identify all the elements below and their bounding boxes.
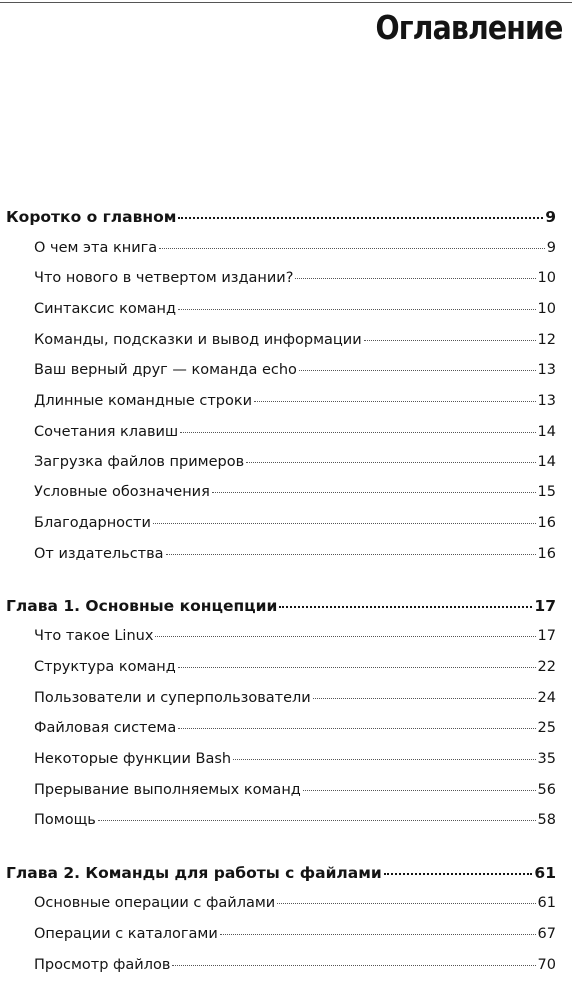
toc-page-number: 67 — [537, 926, 556, 942]
toc-dot-leader — [166, 554, 536, 555]
toc-page-number: 70 — [537, 957, 556, 973]
toc-entry-label: О чем эта книга — [34, 240, 158, 256]
toc-entry-label: Синтаксис команд — [34, 301, 177, 317]
page-title: Оглавление — [374, 8, 562, 47]
toc-dot-leader — [277, 903, 535, 904]
toc-section-entry — [34, 332, 556, 348]
toc-section-entry — [34, 720, 556, 736]
toc-section-entry — [34, 362, 556, 378]
toc-entry-label: Помощь — [34, 812, 96, 828]
toc-dot-leader — [172, 965, 535, 966]
toc-dot-leader — [178, 309, 535, 310]
toc-page-number: 17 — [534, 597, 556, 615]
toc-dot-leader — [98, 820, 536, 821]
toc-entry-label: Основные операции с файлами — [34, 895, 276, 911]
toc-entry-label: Команды, подсказки и вывод информации — [34, 332, 362, 348]
toc-page-number: 25 — [537, 720, 556, 736]
toc-section-entry — [34, 484, 556, 500]
toc-section-entry — [34, 270, 556, 286]
toc-dot-leader — [295, 278, 535, 279]
toc-dot-leader — [246, 462, 535, 463]
toc-section-entry — [34, 301, 556, 317]
toc-page-number: 22 — [537, 659, 556, 675]
toc-section-entry — [34, 926, 556, 942]
toc-page-number: 13 — [537, 393, 556, 409]
toc-section-entry — [34, 515, 556, 531]
toc-entry-label: Файловая система — [34, 720, 177, 736]
toc-dot-leader — [299, 370, 536, 371]
toc-entry-label: Просмотр файлов — [34, 957, 171, 973]
toc-page-number: 24 — [537, 690, 556, 706]
toc-page-number: 10 — [537, 301, 556, 317]
toc-page-number: 35 — [537, 751, 556, 767]
toc-entry-label: Условные обозначения — [34, 484, 210, 500]
toc-section-entry — [34, 628, 556, 644]
toc-dot-leader — [212, 492, 536, 493]
toc-dot-leader — [364, 340, 536, 341]
toc-page-number: 14 — [537, 424, 556, 440]
toc-entry-label: Глава 2. Команды для работы с файлами — [6, 864, 382, 882]
toc-section-entry — [34, 546, 556, 562]
toc-page-number: 13 — [537, 362, 556, 378]
toc-dot-leader — [279, 606, 532, 608]
toc-entry-label: Прерывание выполняемых команд — [34, 782, 301, 798]
toc-dot-leader — [384, 873, 533, 875]
toc-section-entry — [34, 659, 556, 675]
toc-entry-label: Длинные командные строки — [34, 393, 253, 409]
toc-entry-label: Что такое Linux — [34, 628, 154, 644]
toc-entry-label: Коротко о главном — [6, 208, 177, 226]
toc-page-number: 14 — [537, 454, 556, 470]
toc-entry-label: Пользователи и суперпользователи — [34, 690, 311, 706]
toc-section-entry — [34, 957, 556, 973]
toc-entry-label: Глава 1. Основные концепции — [6, 597, 278, 615]
toc-page-number: 56 — [537, 782, 556, 798]
toc-section-entry — [34, 690, 556, 706]
toc-entry-label: Структура команд — [34, 659, 176, 675]
toc-dot-leader — [220, 934, 536, 935]
toc-dot-leader — [159, 248, 545, 249]
toc-section-entry — [34, 782, 556, 798]
toc-dot-leader — [178, 728, 535, 729]
toc-dot-leader — [180, 432, 535, 433]
toc-page-number: 12 — [537, 332, 556, 348]
toc-dot-leader — [254, 401, 535, 402]
toc-dot-leader — [303, 790, 536, 791]
toc-section-entry — [34, 895, 556, 911]
toc-chapter-entry — [6, 208, 556, 226]
toc-page-number: 10 — [537, 270, 556, 286]
toc-section-entry — [34, 240, 556, 256]
toc-entry-label: Операции с каталогами — [34, 926, 218, 942]
toc-page-number: 58 — [537, 812, 556, 828]
toc-entry-label: От издательства — [34, 546, 164, 562]
toc-page-number: 16 — [537, 515, 556, 531]
toc-section-entry — [34, 812, 556, 828]
toc-entry-label: Что нового в четвертом издании? — [34, 270, 294, 286]
toc-chapter-entry — [6, 597, 556, 615]
toc-chapter-entry — [6, 864, 556, 882]
toc-dot-leader — [155, 636, 535, 637]
toc-page-number: 61 — [534, 864, 556, 882]
toc-dot-leader — [178, 667, 536, 668]
toc-page-number: 15 — [537, 484, 556, 500]
toc-entry-label: Некоторые функции Bash — [34, 751, 232, 767]
toc-section-entry — [34, 393, 556, 409]
toc-section-entry — [34, 424, 556, 440]
toc-page-number: 16 — [537, 546, 556, 562]
top-rule — [0, 2, 572, 3]
toc-entry-label: Сочетания клавиш — [34, 424, 179, 440]
toc-dot-leader — [233, 759, 535, 760]
toc-page-number: 9 — [545, 208, 556, 226]
toc-dot-leader — [313, 698, 536, 699]
toc-page-number: 9 — [546, 240, 556, 256]
toc-entry-label: Ваш верный друг — команда echo — [34, 362, 297, 378]
toc-page-number: 61 — [537, 895, 556, 911]
toc-dot-leader — [153, 523, 536, 524]
toc-dot-leader — [178, 217, 543, 219]
toc-entry-label: Загрузка файлов примеров — [34, 454, 245, 470]
toc-page-number: 17 — [537, 628, 556, 644]
toc-section-entry — [34, 454, 556, 470]
toc-section-entry — [34, 751, 556, 767]
toc-entry-label: Благодарности — [34, 515, 151, 531]
